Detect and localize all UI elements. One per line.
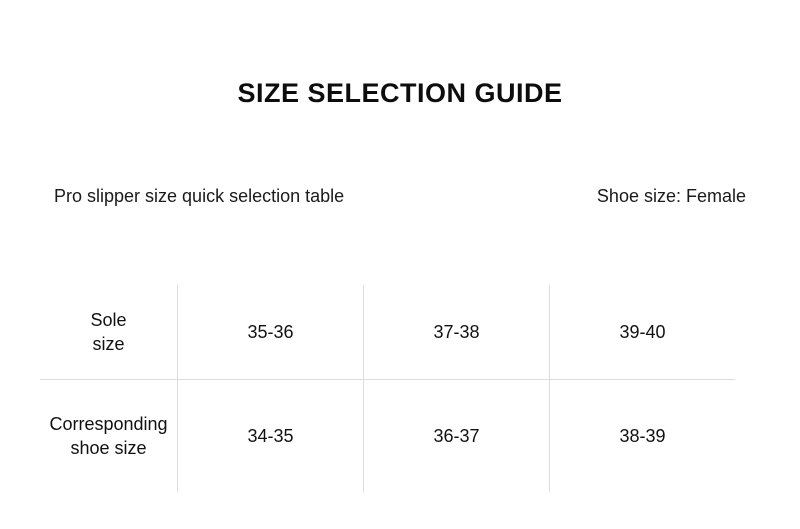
row-header-line-2: shoe size <box>70 438 147 458</box>
row-header-corresponding-shoe-size <box>40 380 178 493</box>
row-header-line-1: Corresponding <box>49 413 168 434</box>
cell-shoe-size-3: 38-39 <box>550 380 736 493</box>
size-table <box>40 285 735 492</box>
row-header-sole-size <box>40 285 178 380</box>
subheading-row <box>54 186 746 207</box>
cell-shoe-size-1: 34-35 <box>178 380 364 493</box>
table-row <box>40 380 735 493</box>
cell-sole-size-1: 35-36 <box>178 285 364 380</box>
cell-sole-size-2: 37-38 <box>364 285 550 380</box>
page-title: SIZE SELECTION GUIDE <box>237 78 563 108</box>
row-header-line-1: Sole <box>90 309 127 330</box>
cell-shoe-size-2: 36-37 <box>364 380 550 493</box>
table-row <box>40 285 735 380</box>
size-table-container <box>40 285 733 525</box>
cell-sole-size-3: 39-40 <box>550 285 736 380</box>
shoe-size-gender-label: Shoe size: Female <box>596 186 746 206</box>
row-header-line-2: size <box>92 334 125 354</box>
table-caption: Pro slipper size quick selection table <box>54 186 345 206</box>
